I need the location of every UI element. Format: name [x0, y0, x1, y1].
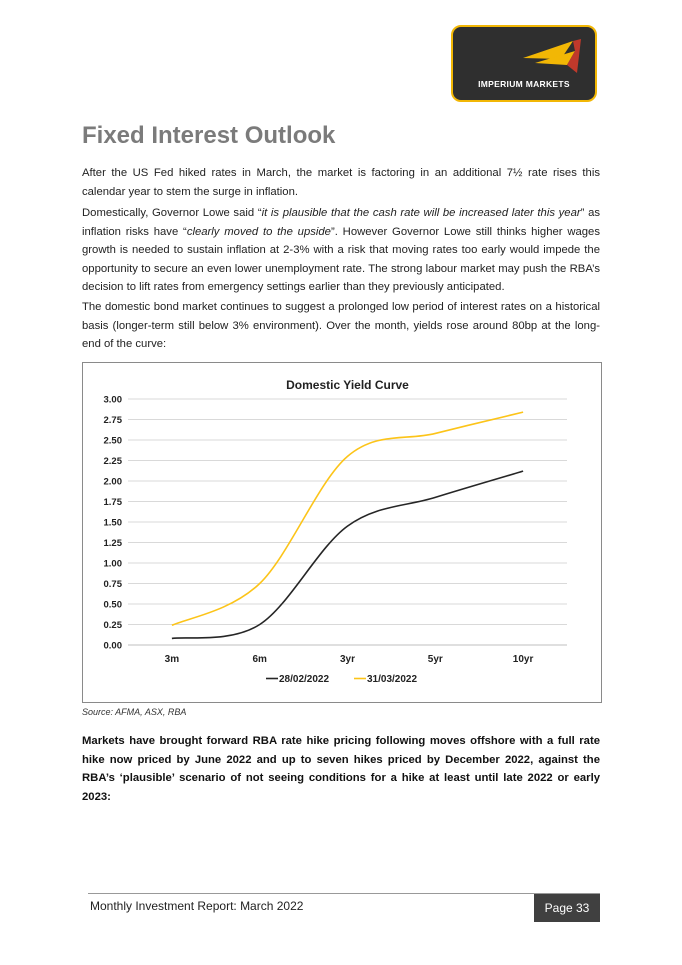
- x-tick-label: 3yr: [339, 654, 356, 665]
- paragraph-rba-pricing: Markets have brought forward RBA rate hike pricing following moves offshore with a full rate hike now priced by June 2022 and up to seven hikes priced by December 2022, against the RBA’s ‘plausible’ scenario of not seeing conditions for a hike at least until late 2022 or early 2023:: [82, 735, 600, 803]
- x-tick-label: 10yr: [512, 654, 534, 665]
- paragraph-governor-lowe: [82, 204, 600, 297]
- y-tick-label: 1.50: [103, 517, 122, 529]
- y-tick-label: 2.00: [103, 476, 122, 488]
- p2-text-3: ”. However Governor Lowe still thinks higher wages growth is needed to sustain inflation at 2-3% with a risk that moving rates too early would impede the opportunity to secure an even lower unemployment rate. The strong labour market may push the RBA’s decision to lift rates from emergency settings earlier than they previously anticipated.: [82, 225, 600, 293]
- x-tick-label: 3m: [164, 654, 180, 665]
- y-tick-label: 0.50: [103, 599, 122, 611]
- legend-label-1: 31/03/2022: [367, 674, 418, 685]
- yield-curve-chart: [82, 362, 602, 703]
- y-tick-label: 0.75: [103, 579, 122, 590]
- y-tick-label: 1.25: [103, 538, 122, 549]
- logo-wing-icon: [521, 37, 583, 77]
- y-tick-label: 0.25: [103, 620, 122, 631]
- x-tick-label: 6m: [252, 654, 267, 665]
- paragraph-fed: After the US Fed hiked rates in March, the market is factoring in an additional 7½ rate rises this calendar year to stem the surge in inflation.: [82, 167, 600, 198]
- footer-divider: [88, 893, 600, 894]
- y-tick-label: 0.00: [103, 640, 122, 652]
- page-title: Fixed Interest Outlook: [82, 122, 336, 149]
- page-number: Page 33: [534, 894, 600, 922]
- p2-quote-1: it is plausible that the cash rate will be increased later this year: [261, 207, 581, 219]
- logo-text: IMPERIUM MARKETS: [478, 79, 570, 89]
- y-tick-label: 3.00: [103, 394, 122, 406]
- p2-text-1: Domestically, Governor Lowe said “: [82, 207, 262, 219]
- chart-svg: [83, 363, 601, 702]
- chart-title: Domestic Yield Curve: [286, 378, 409, 392]
- x-tick-label: 5yr: [427, 654, 443, 665]
- y-tick-label: 2.50: [103, 435, 122, 447]
- y-tick-label: 2.75: [103, 415, 122, 426]
- p2-text-2: ” as inflation risks have “: [82, 207, 601, 238]
- p2-quote-2: clearly moved to the upside: [186, 225, 331, 238]
- series-line-0: [172, 471, 523, 638]
- y-tick-label: 1.00: [103, 558, 122, 570]
- chart-source: Source: AFMA, ASX, RBA: [82, 707, 187, 717]
- y-tick-label: 2.25: [103, 456, 122, 467]
- footer-report-title: Monthly Investment Report: March 2022: [90, 899, 304, 913]
- imperium-markets-logo: [451, 25, 597, 102]
- legend-label-0: 28/02/2022: [279, 674, 330, 685]
- paragraph-bond-market: The domestic bond market continues to suggest a prolonged low period of interest rates on a historical basis (longer-term still below 3% environment). Over the month, yields rose around 80bp at the long-end of the curve:: [82, 301, 600, 350]
- y-tick-label: 1.75: [103, 497, 122, 508]
- series-line-1: [172, 412, 523, 625]
